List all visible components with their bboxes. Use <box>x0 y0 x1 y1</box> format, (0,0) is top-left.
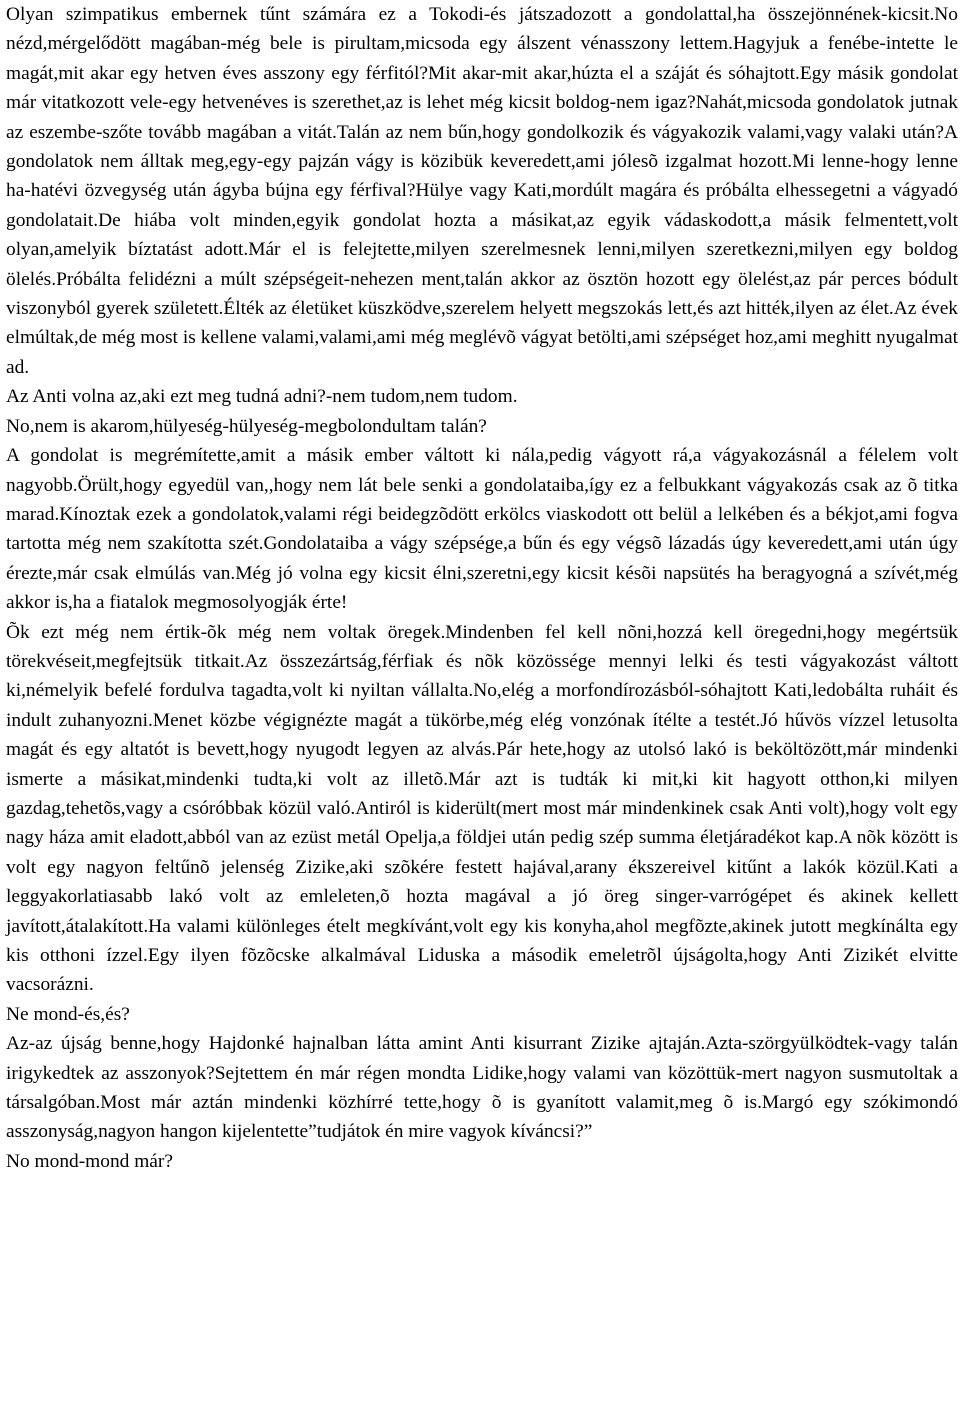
paragraph-5: Õk ezt még nem értik-õk még nem voltak öregek.Mindenben fel kell nõni,hozzá kell öregedni,hogy megértsük törekvéseit,megfejtsük titkait.Az összezártság,férfiak és nõk közössége mennyi lelki és testi vágyakozást váltott ki,némelyik befelé fordulva tagadta,volt ki nyiltan vállalta.No,elég a morfondírozásból-sóhajtott Kati,ledobálta ruháit és indult zuhanyozni.Menet közbe végignézte magát a tükörbe,még elég vonzónak ítélte a testét.Jó hűvös vízzel letusolta magát és egy altatót is bevett,hogy nyugodt legyen az alvás.Pár hete,hogy az utolsó lakó is beköltözött,már mindenki ismerte a másikat,mindenki tudta,ki volt az illetõ.Már azt is tudták ki mit,ki kit hagyott otthon,ki milyen gazdag,tehetõs,vagy a csóróbbak közül való.Antiról is kiderült(mert most már mindenkinek csak Anti volt),hogy volt egy nagy háza amit eladott,abból van az ezüst metál Opelja,a földjei után pedig szép summa életjáradékot kap.A nõk között is volt egy nagyon feltűnõ jelenség Zizike,aki szõkére festett hajával,arany ékszereivel kitűnt a lakók közül.Kati a leggyakorlatiasabb lakó volt az emleleten,õ hozta magával a jó öreg singer-varrógépet és akinek kellett javított,átalakított.Ha valami különleges ételt megkívánt,volt egy kis konyha,ahol megfõzte,akinek jutott megkínálta egy kis otthoni ízzel.Egy ilyen fõzõcske alkalmával Liduska a második emeletrõl újságolta,hogy Anti Zizikét elvitte vacsorázni. <box>6 621 958 996</box>
paragraph-3: No,nem is akarom,hülyeség-hülyeség-megbolondultam talán? <box>6 415 487 437</box>
paragraph-4: A gondolat is megrémítette,amit a másik ember váltott ki nála,pedig vágyott rá,a vágyakozásnál a félelem volt nagyobb.Örült,hogy egyedül van,,hogy nem lát bele senki a gondolataiba,így ez a felbukkant vágyakozás csak az õ titka marad.Kínoztak ezek a gondolatok,valami régi beidegzõdött erkölcs viaskodott ott belül a lelkében és a békjot,ami fogva tartotta még nem szakította szét.Gondolataiba a vágy szépsége,a bűn és egy végsõ lázadás úgy keveredett,ami után úgy érezte,már csak elmúlás van.Még jó volna egy kicsit élni,szeretni,egy kicsit késõi napsütés ha beragyogná a szívét,még akkor is,ha a fiatalok megmosolyogják érte! <box>6 445 958 614</box>
paragraph-2: Az Anti volna az,aki ezt meg tudná adni?-nem tudom,nem tudom. <box>6 386 518 408</box>
document-page <box>6 0 958 1176</box>
paragraph-8: No mond-mond már? <box>6 1150 173 1172</box>
paragraph-7: Az-az újság benne,hogy Hajdonké hajnalban látta amint Anti kisurrant Zizike ajtaján.Azta-szörgyülködtek-vagy talán irigykedtek az asszonyok?Sejtettem én már régen mondta Lidike,hogy valami van közöttük-mert nagyon susmutoltak a társalgóban.Most már aztán mindenki közhírré tette,hogy õ is gyanított valamit,meg õ is.Margó egy szókimondó asszonyság,nagyon hangon kijelentette”tudjátok én mire vagyok kíváncsi?” <box>6 1033 958 1143</box>
paragraph-1: Olyan szimpatikus embernek tűnt számára ez a Tokodi-és játszadozott a gondolattal,ha összejönnének-kicsit.No nézd,mérgelődött magában-még bele is pirultam,micsoda egy álszent vénasszony lettem.Hagyjuk a fenébe-intette le magát,mit akar egy hetven éves asszony egy férfitól?Mit akar-mit akar,húzta el a száját és sóhajtott.Egy másik gondolat már vitatkozott vele-egy hetvenéves is szerethet,az is lehet még kicsit boldog-nem igaz?Nahát,micsoda gondolatok jutnak az eszembe-szőte tovább magában a vitát.Talán az nem bűn,hogy gondolkozik és vágyakozik valami,vagy valaki után?A gondolatok nem álltak meg,egy-egy pajzán vágy is közibük keveredett,ami jólesõ izgalmat hozott.Mi lenne-hogy lenne ha-hatévi özvegység után ágyba bújna egy férfival?Hülye vagy Kati,mordúlt magára és próbálta elhessegetni a vágyadó gondolatait.De hiába volt minden,egyik gondolat hozta a másikat,az egyik vádaskodott,a másik felmentett,volt olyan,amelyik bíztatást adott.Már el is felejtette,milyen szerelmesnek lenni,milyen szeretkezni,milyen egy boldog ölelés.Próbálta felidézni a múlt szépségeit-nehezen ment,talán akkor az ösztön hozott egy ölelést,az pár perces bódult viszonyból gyerek született.Élték az életüket küszködve,szerelem helyett megszokás lett,és azt hitték,ilyen az élet.Az évek elmúltak,de még most is kellene valami,valami,ami még meglévõ vágyat betölti,ami szépséget hoz,ami meghitt nyugalmat ad. <box>6 4 958 378</box>
paragraph-6: Ne mond-és,és? <box>6 1003 130 1025</box>
